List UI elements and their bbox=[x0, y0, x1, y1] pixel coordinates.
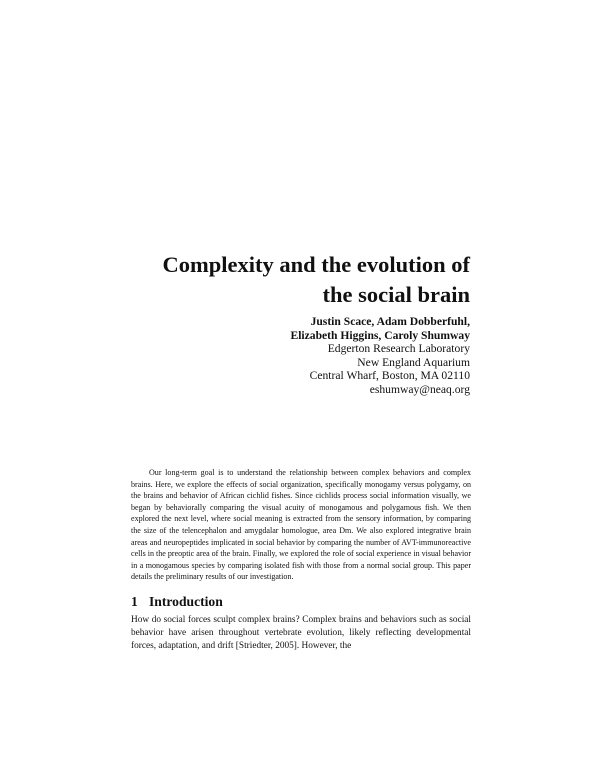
section-number: 1 bbox=[131, 594, 138, 609]
section-title: Introduction bbox=[149, 594, 223, 609]
author-block bbox=[200, 315, 470, 396]
author-email: eshumway@neaq.org bbox=[369, 382, 470, 396]
title-line: the social brain bbox=[322, 282, 470, 307]
abstract: Our long-term goal is to understand the relationship between complex behaviors and complex brains. Here, we explore the effects of social organization, specifically monogamy versus polygamy, on the brains and behavior of African cichlid fishes. Since cichlids process social information visually, we began by behaviorally comparing the visual acuity of monogamous and polygamous fish. We then explored the next level, where social meaning is extracted from the sensory information, by comparing the size of the telencephalon and amygdalar homologue, area Dm. We also explored integrative brain areas and neuropeptides implicated in social behavior by comparing the number of AVT-immunoreactive cells in the preoptic area of the brain. Finally, we explored the role of social experience in visual behavior in a monogamous species by comparing isolated fish with those from a normal social group. This paper details the preliminary results of our investigation. bbox=[131, 468, 472, 582]
paper-title bbox=[130, 250, 470, 310]
intro-paragraph: How do social forces sculpt complex brains? Complex brains and behaviors such as social behavior have arisen throughout vertebrate evolution, likely reflecting developmental forces, adaptation, and drift [Striedter, 2005]. However, the bbox=[131, 615, 471, 652]
affiliation-line: New England Aquarium bbox=[357, 355, 470, 369]
author-line: Elizabeth Higgins, Caroly Shumway bbox=[290, 328, 470, 342]
affiliation-line: Central Wharf, Boston, MA 02110 bbox=[309, 369, 470, 382]
section-heading bbox=[131, 594, 223, 610]
author-line: Justin Scace, Adam Dobberfuhl, bbox=[310, 315, 470, 328]
affiliation-line: Edgerton Research Laboratory bbox=[327, 342, 470, 355]
title-line: Complexity and the evolution of bbox=[162, 252, 470, 277]
